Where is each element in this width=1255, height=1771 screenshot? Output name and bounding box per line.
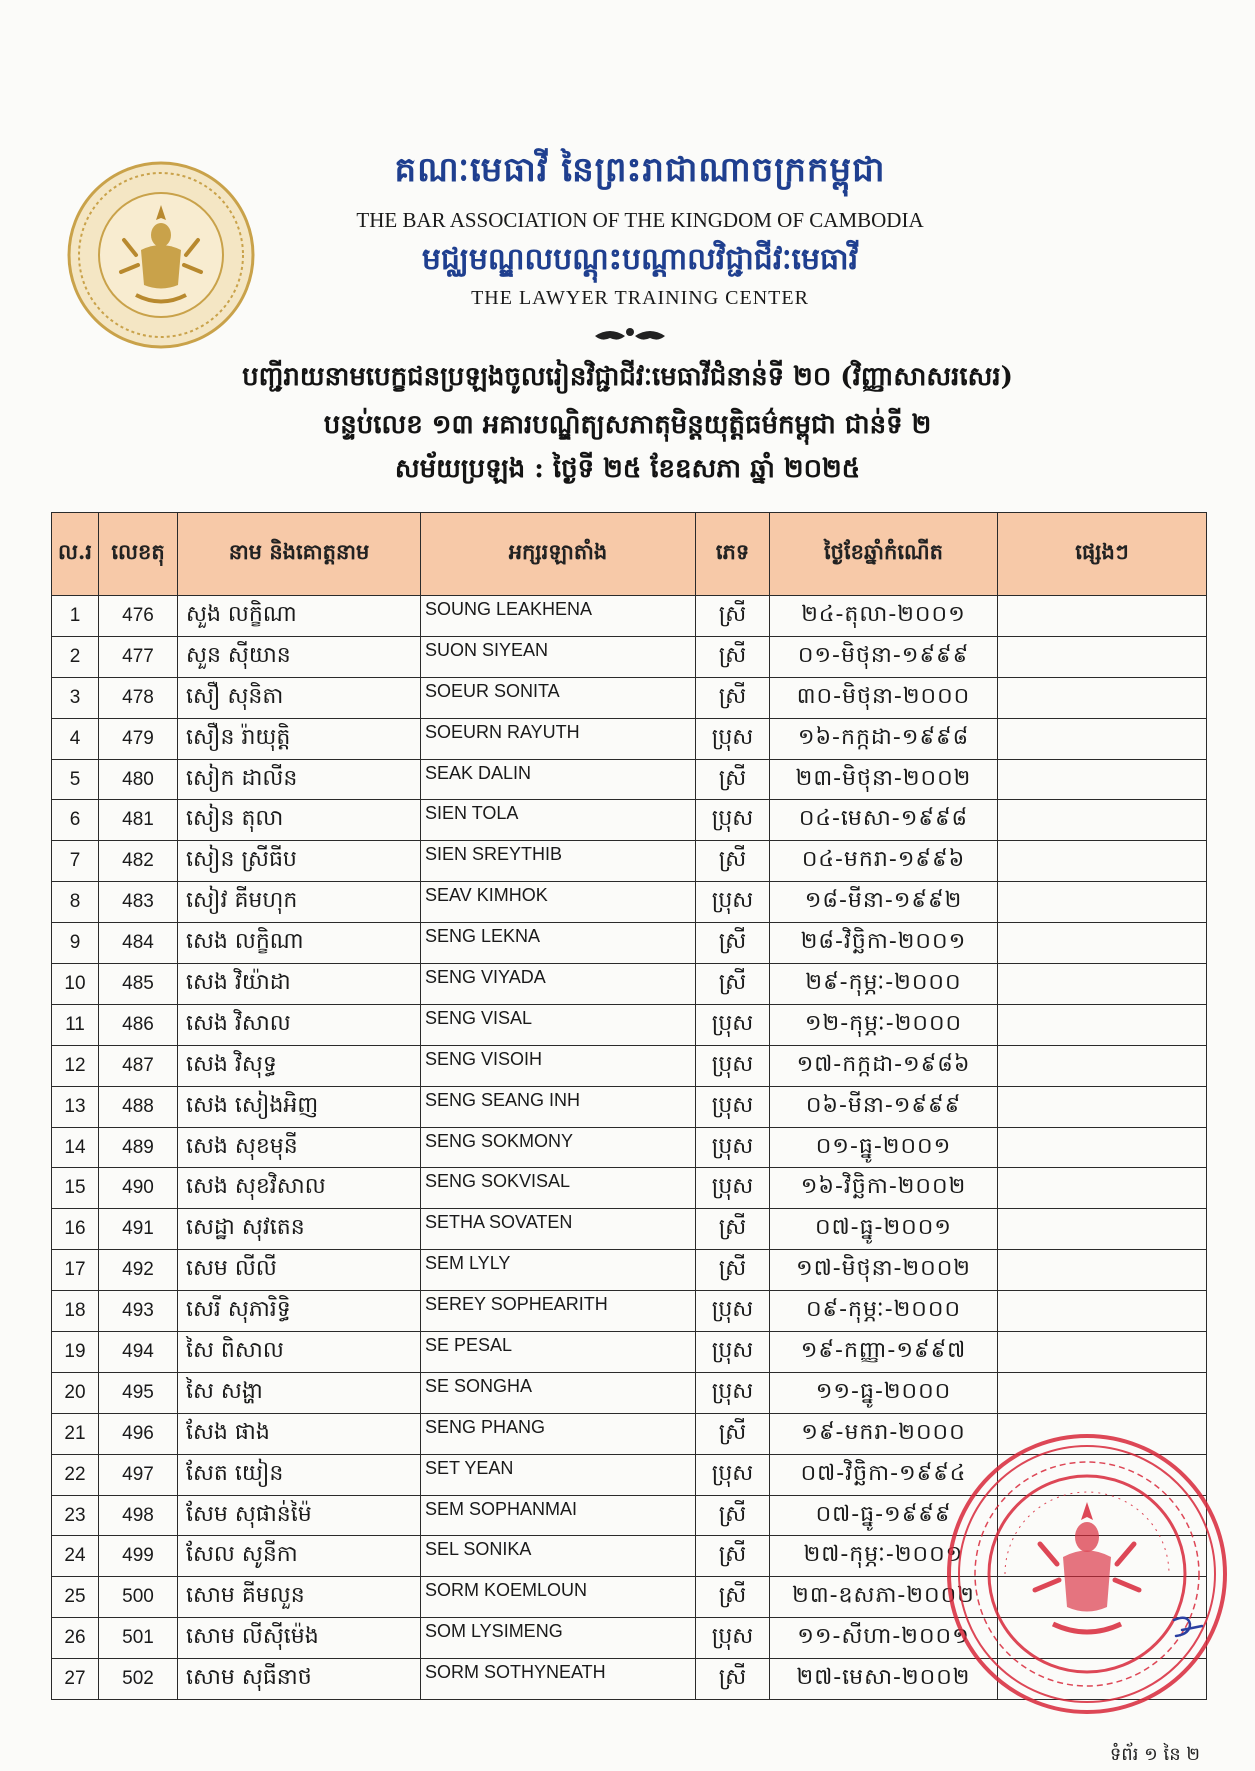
date-of-birth-cell: ១៧-កក្កដា-១៩៨៦ [770,1045,998,1086]
sex-cell: ប្រុស [696,1168,770,1209]
desk-number-cell: 496 [99,1413,178,1454]
latin-name-cell: SENG PHANG [421,1413,696,1454]
latin-name-cell: SORM KOEMLOUN [421,1577,696,1618]
latin-name-cell: SORM SOTHYNEATH [421,1659,696,1700]
date-of-birth-cell: ២៨-វិច្ឆិកា-២០០១ [770,923,998,964]
row-number-cell: 11 [52,1004,99,1045]
other-notes-cell [998,964,1207,1005]
table-row [52,596,1207,637]
row-number-cell: 19 [52,1332,99,1373]
row-number-cell: 17 [52,1250,99,1291]
date-of-birth-cell: ០៧-ធ្នូ-២០០១ [770,1209,998,1250]
row-number-cell: 2 [52,636,99,677]
khmer-name-cell: សែត យៀន [178,1454,421,1495]
khmer-name-cell: សេង សុខមុនី [178,1127,421,1168]
date-of-birth-cell: ១២-កុម្ភៈ-២០០០ [770,1004,998,1045]
desk-number-cell: 499 [99,1536,178,1577]
row-number-cell: 14 [52,1127,99,1168]
desk-number-cell: 487 [99,1045,178,1086]
desk-number-cell: 484 [99,923,178,964]
latin-name-cell: SENG VISAL [421,1004,696,1045]
khmer-name-cell: សេង សុខវិសាល [178,1168,421,1209]
date-of-birth-cell: ១១-សីហា-២០០១ [770,1618,998,1659]
row-number-cell: 3 [52,677,99,718]
date-of-birth-cell: ១៨-មីនា-១៩៩២ [770,882,998,923]
sex-cell: ប្រុស [696,1372,770,1413]
khmer-name-cell: សោម សុធីនាថ [178,1659,421,1700]
latin-name-cell: SEM LYLY [421,1250,696,1291]
sex-cell: ប្រុស [696,1618,770,1659]
desk-number-cell: 485 [99,964,178,1005]
row-number-cell: 21 [52,1413,99,1454]
date-of-birth-cell: ០៧-វិច្ឆិកា-១៩៩៤ [770,1454,998,1495]
sex-cell: ប្រុស [696,1004,770,1045]
organization-name-english: THE BAR ASSOCIATION OF THE KINGDOM OF CAMBODIA [356,208,924,232]
table-row [52,1291,1207,1332]
desk-number-cell: 486 [99,1004,178,1045]
table-row [52,1086,1207,1127]
sex-cell: ប្រុស [696,882,770,923]
latin-name-cell: SENG SOKVISAL [421,1168,696,1209]
date-of-birth-cell: ០៦-មីនា-១៩៩៩ [770,1086,998,1127]
desk-number-cell: 502 [99,1659,178,1700]
sex-cell: ប្រុស [696,1454,770,1495]
khmer-name-cell: សៀក ដាលីន [178,759,421,800]
other-notes-cell [998,1332,1207,1373]
row-number-cell: 4 [52,718,99,759]
table-row [52,677,1207,718]
other-notes-cell [998,882,1207,923]
desk-number-cell: 483 [99,882,178,923]
row-number-cell: 25 [52,1577,99,1618]
row-number-cell: 15 [52,1168,99,1209]
sex-cell: ស្រី [696,636,770,677]
table-row [52,1250,1207,1291]
sex-cell: ប្រុស [696,1127,770,1168]
khmer-name-cell: សៀវ គីមហុក [178,882,421,923]
document-header [0,0,1255,520]
desk-number-cell: 489 [99,1127,178,1168]
table-row [52,1372,1207,1413]
date-of-birth-cell: ០៤-មេសា-១៩៩៨ [770,800,998,841]
date-of-birth-cell: ២៩-កុម្ភៈ-២០០០ [770,964,998,1005]
desk-number-cell: 476 [99,596,178,637]
other-notes-cell [998,636,1207,677]
khmer-name-cell: សៃ ពិសាល [178,1332,421,1373]
desk-number-cell: 491 [99,1209,178,1250]
date-of-birth-cell: ០៤-មករា-១៩៩៦ [770,841,998,882]
ornament-divider [590,322,670,346]
table-row [52,718,1207,759]
other-notes-cell [998,1045,1207,1086]
other-notes-cell [998,1372,1207,1413]
sex-cell: ស្រី [696,964,770,1005]
sex-cell: ស្រី [696,923,770,964]
training-center-name-english: THE LAWYER TRAINING CENTER [471,287,809,309]
other-notes-cell [998,1086,1207,1127]
table-row [52,1045,1207,1086]
khmer-name-cell: សេង វិសុទ្ធ [178,1045,421,1086]
khmer-name-cell: សែម សុផាន់ម៉ៃ [178,1495,421,1536]
date-of-birth-cell: ២៧-កុម្ភៈ-២០០១ [770,1536,998,1577]
latin-name-cell: SENG VISOIH [421,1045,696,1086]
header-number: ល.រ [52,513,99,596]
row-number-cell: 20 [52,1372,99,1413]
other-notes-cell [998,800,1207,841]
desk-number-cell: 477 [99,636,178,677]
sex-cell: ស្រី [696,677,770,718]
row-number-cell: 10 [52,964,99,1005]
organization-name-khmer: គណៈមេធាវី នៃព្រះរាជាណាចក្រកម្ពុជា [394,150,886,190]
sex-cell: ប្រុស [696,718,770,759]
table-row [52,759,1207,800]
sex-cell: ស្រី [696,759,770,800]
sex-cell: ស្រី [696,1577,770,1618]
row-number-cell: 6 [52,800,99,841]
sex-cell: ស្រី [696,596,770,637]
khmer-name-cell: សោម លីស៊ីម៉េង [178,1618,421,1659]
sex-cell: ស្រី [696,1209,770,1250]
sex-cell: ស្រី [696,1495,770,1536]
other-notes-cell [998,1127,1207,1168]
header-other: ផ្សេងៗ [998,513,1207,596]
sex-cell: ប្រុស [696,1332,770,1373]
row-number-cell: 1 [52,596,99,637]
desk-number-cell: 482 [99,841,178,882]
other-notes-cell [998,923,1207,964]
table-row [52,1004,1207,1045]
date-of-birth-cell: ២៧-មេសា-២០០២ [770,1659,998,1700]
latin-name-cell: SEREY SOPHEARITH [421,1291,696,1332]
table-row [52,1168,1207,1209]
row-number-cell: 16 [52,1209,99,1250]
latin-name-cell: SENG SOKMONY [421,1127,696,1168]
sex-cell: ប្រុស [696,1291,770,1332]
desk-number-cell: 501 [99,1618,178,1659]
training-center-name-khmer: មជ្ឈមណ្ឌលបណ្តុះបណ្តាលវិជ្ជាជីវៈមេធាវី [421,242,859,277]
desk-number-cell: 480 [99,759,178,800]
handwritten-mark [1168,1612,1208,1642]
other-notes-cell [998,1291,1207,1332]
desk-number-cell: 494 [99,1332,178,1373]
desk-number-cell: 495 [99,1372,178,1413]
date-of-birth-cell: ៣០-មិថុនា-២០០០ [770,677,998,718]
sex-cell: ស្រី [696,1536,770,1577]
row-number-cell: 13 [52,1086,99,1127]
khmer-name-cell: សែល សូនីកា [178,1536,421,1577]
other-notes-cell [998,759,1207,800]
table-row [52,1209,1207,1250]
row-number-cell: 9 [52,923,99,964]
date-of-birth-cell: ១៦-វិច្ឆិកា-២០០២ [770,1168,998,1209]
date-of-birth-cell: ២៣-មិថុនា-២០០២ [770,759,998,800]
list-title: បញ្ជីរាយនាមបេក្ខជនប្រឡងចូលរៀនវិជ្ជាជីវៈមេធាវីជំនាន់ទី ២០ (វិញ្ញាសាសរសេរ) [242,362,1013,392]
sex-cell: ប្រុស [696,1045,770,1086]
row-number-cell: 22 [52,1454,99,1495]
desk-number-cell: 478 [99,677,178,718]
khmer-name-cell: សេង លក្ខិណា [178,923,421,964]
table-row [52,964,1207,1005]
khmer-name-cell: សួន ស៊ីយាន [178,636,421,677]
khmer-name-cell: សេដ្ឋា សុវតេន [178,1209,421,1250]
latin-name-cell: SEAV KIMHOK [421,882,696,923]
latin-name-cell: SOEUR SONITA [421,677,696,718]
desk-number-cell: 488 [99,1086,178,1127]
latin-name-cell: SIEN TOLA [421,800,696,841]
latin-name-cell: SOEURN RAYUTH [421,718,696,759]
khmer-name-cell: សេរី សុភារិទ្ធិ [178,1291,421,1332]
other-notes-cell [998,596,1207,637]
khmer-name-cell: សឿន រ៉ាយុត្តិ [178,718,421,759]
official-seal-stamp [945,1432,1230,1717]
header-sex: ភេទ [696,513,770,596]
date-of-birth-cell: ០៧-ធ្នូ-១៩៩៩ [770,1495,998,1536]
khmer-name-cell: សេម លីលី [178,1250,421,1291]
exam-room-location: បន្ទប់លេខ ១៣ អគារបណ្ឌិត្យសភាតុមិន្តយុត្តិធម៌កម្ពុជា ជាន់ទី ២ [323,410,932,440]
table-row [52,1127,1207,1168]
latin-name-cell: SEL SONIKA [421,1536,696,1577]
desk-number-cell: 479 [99,718,178,759]
table-row [52,1332,1207,1373]
page-number: ទំព័រ ១ នៃ ២ [1109,1744,1200,1765]
latin-name-cell: SENG SEANG INH [421,1086,696,1127]
latin-name-cell: SE SONGHA [421,1372,696,1413]
row-number-cell: 12 [52,1045,99,1086]
latin-name-cell: SET YEAN [421,1454,696,1495]
desk-number-cell: 493 [99,1291,178,1332]
header-desk-number: លេខតុ [99,513,178,596]
table-row [52,800,1207,841]
khmer-name-cell: សេង វិយ៉ាដា [178,964,421,1005]
desk-number-cell: 481 [99,800,178,841]
khmer-name-cell: សៃ សង្ហា [178,1372,421,1413]
latin-name-cell: SENG VIYADA [421,964,696,1005]
date-of-birth-cell: ១៧-មិថុនា-២០០២ [770,1250,998,1291]
row-number-cell: 7 [52,841,99,882]
row-number-cell: 23 [52,1495,99,1536]
exam-date: សម័យប្រឡង : ថ្ងៃទី ២៥ ខែឧសភា ឆ្នាំ ២០២៥ [394,454,861,484]
row-number-cell: 24 [52,1536,99,1577]
other-notes-cell [998,841,1207,882]
latin-name-cell: SENG LEKNA [421,923,696,964]
sex-cell: ប្រុស [696,800,770,841]
khmer-name-cell: សោម គីមលួន [178,1577,421,1618]
khmer-name-cell: សួង លក្ខិណា [178,596,421,637]
header-date-of-birth: ថ្ងៃខែឆ្នាំកំណើត [770,513,998,596]
table-row [52,841,1207,882]
header-khmer-name: នាម និងគោត្តនាម [178,513,421,596]
date-of-birth-cell: ១៩-កញ្ញា-១៩៩៧ [770,1332,998,1373]
other-notes-cell [998,1168,1207,1209]
other-notes-cell [998,677,1207,718]
other-notes-cell [998,1209,1207,1250]
date-of-birth-cell: ១៦-កក្កដា-១៩៩៨ [770,718,998,759]
date-of-birth-cell: ០១-ធ្នូ-២០០១ [770,1127,998,1168]
latin-name-cell: SE PESAL [421,1332,696,1373]
table-row [52,923,1207,964]
row-number-cell: 8 [52,882,99,923]
desk-number-cell: 498 [99,1495,178,1536]
row-number-cell: 26 [52,1618,99,1659]
desk-number-cell: 500 [99,1577,178,1618]
khmer-name-cell: សេង សៀងអិញ [178,1086,421,1127]
row-number-cell: 18 [52,1291,99,1332]
latin-name-cell: SIEN SREYTHIB [421,841,696,882]
bar-association-logo [66,160,256,350]
date-of-birth-cell: ២៣-ឧសភា-២០០២ [770,1577,998,1618]
header-latin-name: អក្សរឡាតាំង [421,513,696,596]
date-of-birth-cell: ១៩-មករា-២០០០ [770,1413,998,1454]
other-notes-cell [998,718,1207,759]
latin-name-cell: SETHA SOVATEN [421,1209,696,1250]
desk-number-cell: 492 [99,1250,178,1291]
latin-name-cell: SOUNG LEAKHENA [421,596,696,637]
latin-name-cell: SEM SOPHANMAI [421,1495,696,1536]
khmer-name-cell: សែង ផាង [178,1413,421,1454]
khmer-name-cell: សៀន ស្រីធីប [178,841,421,882]
date-of-birth-cell: ០១-មិថុនា-១៩៩៩ [770,636,998,677]
table-row [52,636,1207,677]
other-notes-cell [998,1004,1207,1045]
other-notes-cell [998,1250,1207,1291]
table-header-row [52,513,1207,596]
latin-name-cell: SUON SIYEAN [421,636,696,677]
khmer-name-cell: សៀន តុលា [178,800,421,841]
table-row [52,882,1207,923]
sex-cell: ស្រី [696,841,770,882]
sex-cell: ស្រី [696,1413,770,1454]
date-of-birth-cell: ១១-ធ្នូ-២០០០ [770,1372,998,1413]
row-number-cell: 27 [52,1659,99,1700]
sex-cell: ស្រី [696,1250,770,1291]
latin-name-cell: SEAK DALIN [421,759,696,800]
desk-number-cell: 490 [99,1168,178,1209]
khmer-name-cell: សឿ សុនិតា [178,677,421,718]
date-of-birth-cell: ២៤-តុលា-២០០១ [770,596,998,637]
row-number-cell: 5 [52,759,99,800]
latin-name-cell: SOM LYSIMENG [421,1618,696,1659]
date-of-birth-cell: ០៩-កុម្ភៈ-២០០០ [770,1291,998,1332]
desk-number-cell: 497 [99,1454,178,1495]
sex-cell: ប្រុស [696,1086,770,1127]
sex-cell: ស្រី [696,1659,770,1700]
khmer-name-cell: សេង វិសាល [178,1004,421,1045]
